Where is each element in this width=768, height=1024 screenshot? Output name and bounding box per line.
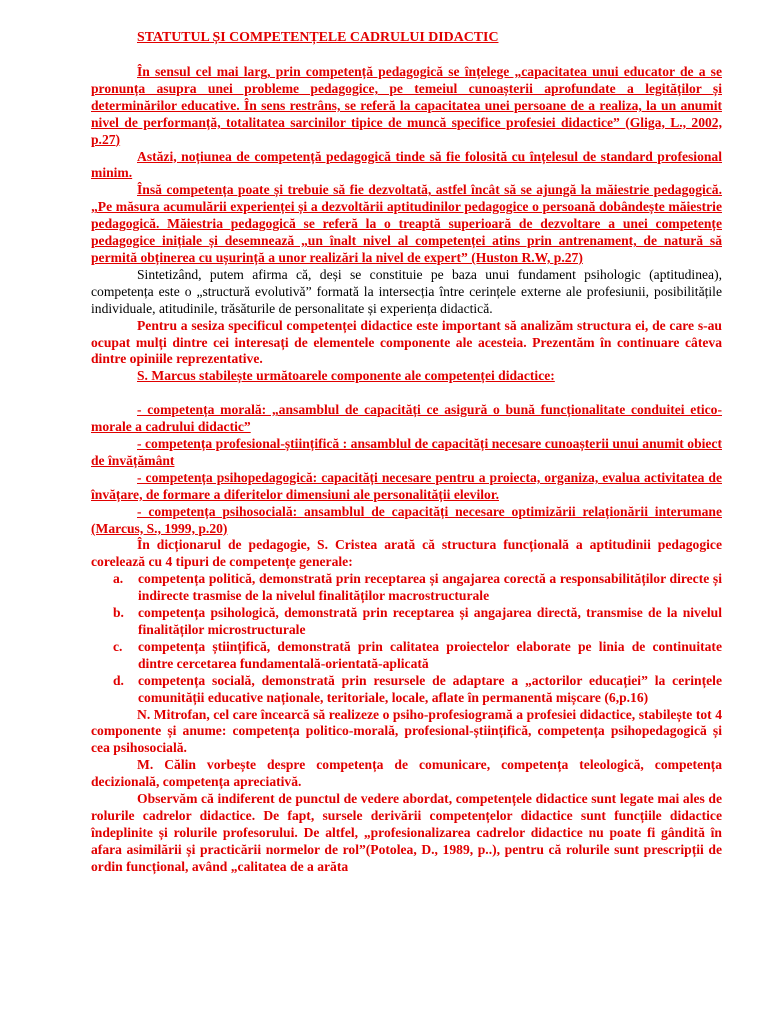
list-marker: b. [113, 605, 124, 621]
list-item [91, 639, 722, 673]
list-item-text: competența politică, demonstrată prin receptarea și angajarea corectă a responsabilităților directe și indirecte trasmise de la nivelul finalităților macrostructurale [138, 571, 722, 604]
marcus-item-psychopedagogical: - competența psihopedagogică: capacități necesare pentru a proiecta, organiza, evalua activitatea de învățare, de formare a diferitelor dimensiuni ale personalității elevilor. [91, 469, 722, 502]
list-marker: d. [113, 672, 124, 688]
document-title: STATUTUL ȘI COMPETENȚELE CADRULUI DIDACTIC [137, 30, 499, 45]
marcus-item-psychosocial: - competența psihosocială: ansamblul de capacități necesare optimizării relaționării interumane (Marcus, S., 1999, p.20) [91, 503, 722, 536]
paragraph-standard: Astăzi, noțiunea de competență pedagogică tinde să fie folosită cu înțelesul de standard profesional minim. [91, 148, 722, 181]
marcus-item-moral: - competența morală: „ansamblul de capacități ce asigură o bună funcționalitate conduitei etico-morale a cadrului didactic” [91, 402, 722, 435]
list-marker: a. [113, 571, 124, 587]
document-page [91, 30, 722, 876]
list-item [91, 673, 722, 707]
paragraph-cristea: În dicționarul de pedagogie, S. Cristea arată că structura funcțională a aptitudinii pedagogice corelează cu 4 tipuri de competențe generale: [91, 537, 722, 570]
paragraph-mastery: Însă competența poate și trebuie să fie dezvoltată, astfel încât să se ajungă la măiestrie pedagogică. „Pe măsura acumulării experienței și a dezvoltării aptitudinilor pedagogice o persoană dobândește măiestrie pedagogică. Măiestria pedagogică se referă la o treaptă superioară de dezvoltare a unei competențe pedagogice inițiale și desemnează „un înalt nivel al competenței atins prin antrenament, de natură să permită obținerea cu ușurință a unor realizări la nivel de expert” (Huston R.W, p.27) [91, 182, 722, 265]
paragraph-conclusion: Observăm că indiferent de punctul de vedere abordat, competențele didactice sunt legate mai ales de rolurile cadrelor didactice. De fapt, sursele derivării competențelor didactice sunt funcțiile didactice îndeplinite și rolurile profesorului. De altfel, „profesionalizarea cadrelor didactice nu poate fi gândită în afara asimilării și practicării normelor de rol”(Potolea, D., 1989, p..), pentru că rolurile sunt prescripții de ordin funcțional, având „calitatea de a arăta [91, 791, 722, 874]
blank-line [91, 385, 722, 402]
list-item [91, 571, 722, 605]
list-item-text: competența științifică, demonstrată prin calitatea proiectelor elaborate pe linia de continuitate dintre cercetarea fundamentală-orientată-aplicată [138, 638, 722, 671]
list-item [91, 605, 722, 639]
marcus-item-scientific: - competența profesional-științifică : ansamblul de capacități necesare cunoașterii unui anumit obiect de învățământ [91, 436, 722, 468]
blank-line [91, 47, 722, 64]
list-item-text: competența socială, demonstrată prin resursele de adaptare a „actorilor educației” la cerințele comunității educative naționale, teritoriale, locale, aflate în permanentă mișcare (6,p.16) [138, 672, 722, 705]
paragraph-calin: M. Călin vorbește despre competența de comunicare, competența teleologică, competența decizională, competența apreciativă. [91, 757, 722, 790]
paragraph-definition: În sensul cel mai larg, prin competență pedagogică se înțelege „capacitatea unui educator de a se pronunța asupra unei probleme pedagogice, pe temeiul cunoașterii aprofundate a legităților și determinărilor educative. În sens restrâns, se referă la capacitatea unei persoane de a realiza, la un anumit nivel de performanță, totalitatea sarcinilor tipice de muncă specifice profesiei didactice” (Gliga, L., 2002, p.27) [91, 64, 722, 147]
list-item-text: competența psihologică, demonstrată prin receptarea și angajarea directă, transmise de la nivelul finalităților microstructurale [138, 605, 722, 637]
paragraph-mitrofan: N. Mitrofan, cel care încearcă să realizeze o psiho-profesiogramă a profesiei didactice, stabilește tot 4 componente și anume: competența politico-morală, profesional-științifică, competența psihopedagogică și cea psihosocială. [91, 706, 722, 756]
paragraph-structure: Pentru a sesiza specificul competenței didactice este important să analizăm structura ei, de care s-au ocupat mulți dintre cei interesați de elementele componente ale acesteia. Prezentăm în continuare câteva dintre opiniile reprezentative. [91, 317, 722, 367]
competence-list [91, 571, 722, 706]
paragraph-synthesis: Sintetizând, putem afirma că, deși se constituie pe baza unui fundament psihologic (aptitudinea), competența este o „structură evolutivă” formată la intersecția între cerințele externe ale profesiunii, posibilitățile individuale, atitudinile, trăsăturile de personalitate și experiența didactică. [91, 266, 722, 316]
list-marker: c. [113, 638, 123, 654]
paragraph-marcus-intro: S. Marcus stabilește următoarele componente ale competenței didactice: [137, 368, 555, 384]
